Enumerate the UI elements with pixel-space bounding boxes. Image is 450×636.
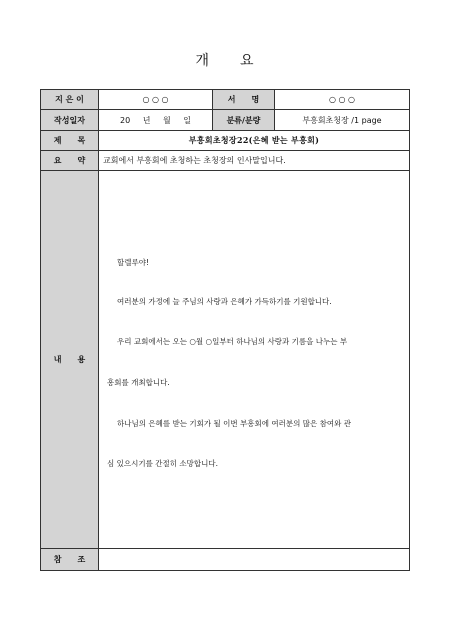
content-line: 우리 교회에서는 오는 ○월 ○일부터 하나님의 사랑과 기름을 나누는 부 <box>117 337 348 346</box>
subject-label: 제 목 <box>41 131 99 151</box>
reference-label: 참 조 <box>41 549 99 571</box>
content-body[interactable] <box>99 171 410 549</box>
row-content <box>41 171 410 549</box>
title-char-2: 요 <box>240 53 255 69</box>
row-subject <box>41 131 410 151</box>
subject-value[interactable]: 부흥회초청장22(은혜 받는 부흥회) <box>99 131 410 151</box>
row-summary <box>41 151 410 171</box>
content-line: 하나님의 은혜를 받는 기회가 될 이번 부흥회에 여러분의 많은 참여와 관 <box>117 419 351 428</box>
author-value[interactable]: ○ ○ ○ <box>99 90 213 110</box>
summary-label: 요 약 <box>41 151 99 171</box>
category-label: 분류/분량 <box>213 110 275 131</box>
document-title <box>0 50 450 70</box>
author-label: 지 은 이 <box>41 90 99 110</box>
signature-value[interactable]: ○ ○ ○ <box>275 90 410 110</box>
content-line: 흥회를 개최합니다. <box>107 378 170 387</box>
content-line: 여러분의 가정에 늘 주님의 사랑과 은혜가 가득하기를 기원합니다. <box>117 297 332 306</box>
summary-value[interactable]: 교회에서 부흥회에 초청하는 초청장의 인사말입니다. <box>99 151 410 171</box>
date-value[interactable]: 20 년 월 일 <box>99 110 213 131</box>
signature-label: 서 명 <box>213 90 275 110</box>
category-value[interactable]: 부흥회초청장 /1 page <box>275 110 410 131</box>
row-author <box>41 90 410 110</box>
title-char-1: 개 <box>195 53 210 69</box>
content-line: 심 있으시기를 간절히 소망합니다. <box>107 459 218 468</box>
row-reference <box>41 549 410 571</box>
overview-form <box>40 89 410 571</box>
content-line: 할렐루야! <box>117 258 149 267</box>
content-label: 내 용 <box>41 171 99 549</box>
date-label: 작성일자 <box>41 110 99 131</box>
row-date <box>41 110 410 131</box>
reference-value[interactable] <box>99 549 410 571</box>
